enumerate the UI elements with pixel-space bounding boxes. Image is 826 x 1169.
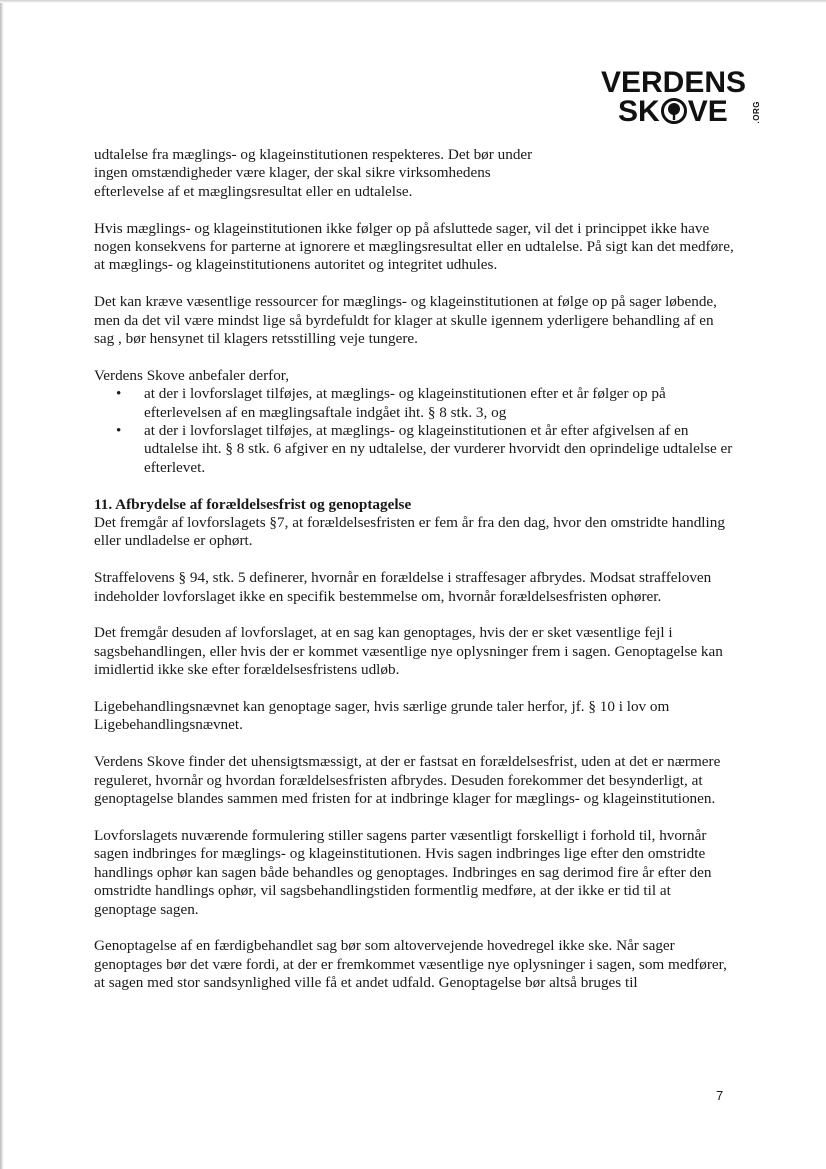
recommendation-intro: Verdens Skove anbefaler derfor, (94, 366, 290, 384)
list-item-text: at der i lovforslaget tilføjes, at mæglings- og klageinstitutionen efter et år følger op på efterlevelsen af en mæglingsaftale indgået iht. § 8 stk. 3, og (144, 385, 666, 421)
logo-line-1: VERDENS (601, 66, 747, 99)
scan-edge-shadow (0, 0, 4, 1169)
section-paragraph: Det fremgår af lovforslagets §7, at forældelsesfristen er fem år fra den dag, hvor den omstridte handling eller undladelse er ophørt. (94, 514, 725, 550)
logo-org-suffix: .ORG (752, 101, 761, 124)
tree-in-circle-icon (661, 98, 687, 124)
list-item-text: at der i lovforslaget tilføjes, at mæglings- og klageinstitutionen et år efter afgivelsen af en udtalelse iht. § 8 stk. 6 afgiver en ny udtalelse, der vurderer hvorvidt den oprindelige udtalelse er efterlevet. (144, 422, 733, 476)
list-item (116, 385, 734, 422)
paragraph-continued: udtalelse fra mæglings- og klageinstitutionen respekteres. Det bør under ingen omstændigheder være klager, der skal sikre virksomhedens efterlevelse af et mæglingsresultat eller en udtalelse. (94, 146, 533, 200)
document-body (94, 146, 734, 1011)
bullet-icon: • (116, 422, 122, 440)
list-item (116, 422, 734, 477)
section-paragraph: Straffelovens § 94, stk. 5 definerer, hvornår en forældelse i straffesager afbrydes. Modsat straffeloven indeholder lovforslaget ikke en specifik bestemmelse om, hvornår forældelsesfristen ophører. (94, 569, 712, 605)
logo-line-2 (618, 97, 728, 127)
logo-line-2-right: VE (687, 95, 728, 128)
recommendation-list (94, 385, 734, 477)
paragraph-resources: Det kan kræve væsentlige ressourcer for mæglings- og klageinstitutionen at følge op på sager løbende, men da det vil være mindst lige så byrdefuldt for klager at skulle igennem yderligere behandling af en sag , bør hensynet til klagers retsstilling veje tungere. (94, 293, 717, 348)
section-paragraph: Genoptagelse af en færdigbehandlet sag bør som altovervejende hovedregel ikke ske. Når sager genoptages bør det være fordi, at der er fremkommet væsentlige nye oplysninger i sagen, som medfører, at sagen med stor sandsynlighed ville få et andet udfald. Genoptagelse bør altså bruges til (94, 937, 727, 992)
bullet-icon: • (116, 385, 122, 403)
logo-line-2-left: SK (618, 95, 660, 128)
verdens-skove-logo (601, 68, 771, 130)
page-number: 7 (716, 1088, 724, 1103)
scan-top-shadow (0, 0, 826, 3)
section-paragraph: Ligebehandlingsnævnet kan genoptage sager, hvis særlige grunde taler herfor, jf. § 10 i lov om Ligebehandlingsnævnet. (94, 698, 670, 734)
section-paragraph: Det fremgår desuden af lovforslaget, at en sag kan genoptages, hvis der er sket væsentlige fejl i sagsbehandlingen, eller hvis der er kommet væsentlige nye oplysninger frem i sagen. Genoptagelse kan imidlertid ikke ske efter forældelsesfristens udløb. (94, 624, 723, 679)
section-paragraph: Verdens Skove finder det uhensigtsmæssigt, at der er fastsat en forældelsesfrist, uden at det er nærmere reguleret, hvornår og hvordan forældelsesfristen afbrydes. Desuden forekommer det besynderligt, at genoptagelse blandes sammen med fristen for at indbringe klager for mæglings- og klageinstitutionen. (94, 753, 721, 808)
paragraph-follow-up: Hvis mæglings- og klageinstitutionen ikke følger op på afsluttede sager, vil det i princippet ikke have nogen konsekvens for parterne at ignorere et mæglingsresultat eller en udtalelse. På sigt kan det medføre, at mæglings- og klageinstitutionens autoritet og integritet udhules. (94, 219, 734, 274)
section-paragraph: Lovforslagets nuværende formulering stiller sagens parter væsentligt forskelligt i forhold til, hvornår sagen indbringes for mæglings- og klageinstitutionen. Hvis sagen indbringes lige efter den omstridte handlings ophør kan sagen både behandles og genoptages. Indbringes en sag derimod fire år efter den omstridte handlings ophør, vil sagsbehandlingstiden formentlig medføre, at der ikke er tid til at genoptage sagen. (94, 826, 712, 918)
section-heading: 11. Afbrydelse af forældelsesfrist og genoptagelse (94, 495, 412, 513)
